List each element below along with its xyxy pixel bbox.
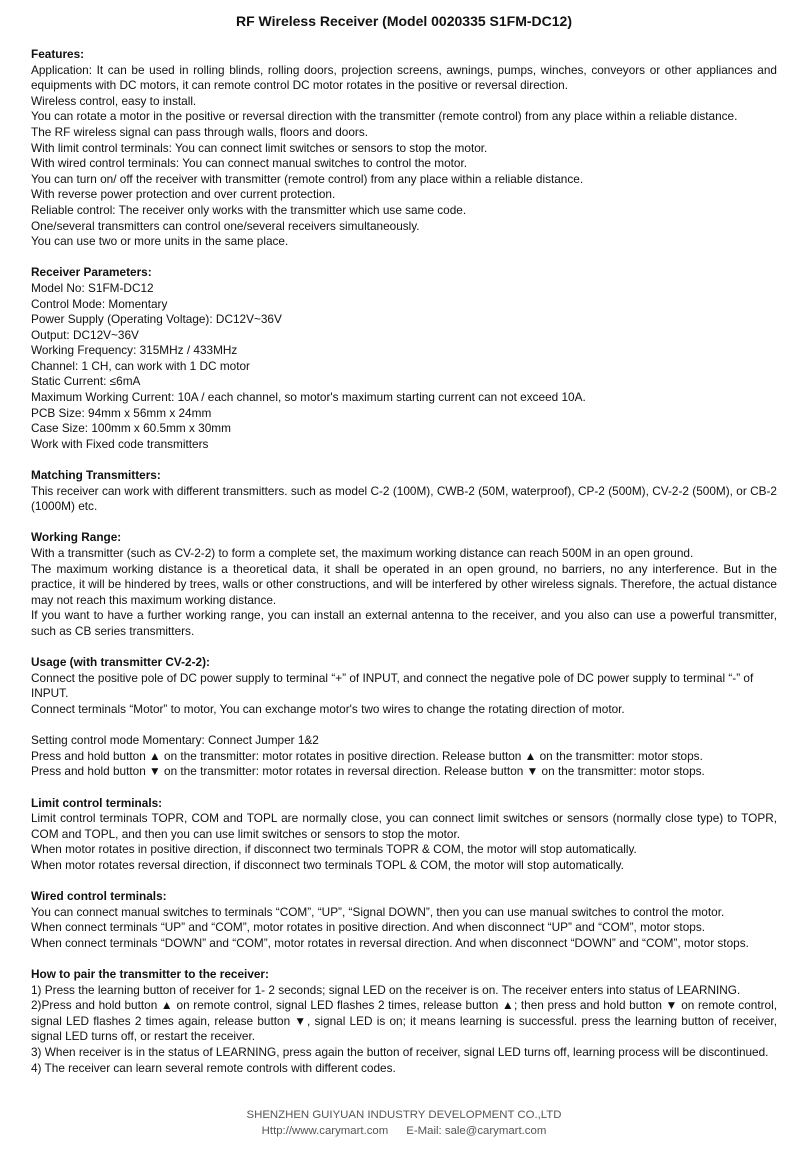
features-section bbox=[31, 47, 777, 250]
parameter-line: Work with Fixed code transmitters bbox=[31, 436, 209, 451]
features-line: You can rotate a motor in the positive or reversal direction with the transmitter (remote control) from any place within a reliable distance. bbox=[31, 109, 738, 124]
working-range-line: The maximum working distance is a theoretical data, it shall be operated in an open ground, no barriers, no any interference. But in the practice, it will be hindered by trees, walls or other constructions, and will be interfered by other wireless signals. Therefore, the actual distance may not reach this maximum working distance. bbox=[31, 561, 777, 607]
document-body bbox=[31, 47, 777, 1092]
pairing-section bbox=[31, 967, 777, 1076]
footer-website: Http://www.carymart.com bbox=[261, 1124, 389, 1137]
features-line: Wireless control, easy to install. bbox=[31, 93, 197, 108]
features-line: With wired control terminals: You can connect manual switches to control the motor. bbox=[31, 156, 468, 171]
document-footer bbox=[31, 1108, 777, 1139]
parameter-line: Control Mode: Momentary bbox=[31, 296, 168, 311]
working-range-line: With a transmitter (such as CV-2-2) to form a complete set, the maximum working distance can reach 500M in an open ground. bbox=[31, 546, 694, 560]
receiver-parameters-heading: Receiver Parameters: bbox=[31, 265, 152, 280]
control-mode-line: Press and hold button ▼ on the transmitter: motor rotates in reversal direction. Release button ▼ on the transmitter: motor stops. bbox=[31, 764, 705, 779]
pairing-step: 2)Press and hold button ▲ on remote control, signal LED flashes 2 times, release button ▲; then press and hold button ▼ on remote control, signal LED flashes 2 times again, release button ▼, signal LED is on; it means learning is successful. press the learning button of receiver, signal LED turns off, or restart the receiver. bbox=[31, 998, 777, 1044]
usage-line: Connect the positive pole of DC power supply to terminal “+” of INPUT, and connect the negative pole of DC power supply to terminal “-” of INPUT. bbox=[31, 670, 754, 701]
document-title: RF Wireless Receiver (Model 0020335 S1FM-DC12) bbox=[235, 13, 572, 29]
pairing-heading: How to pair the transmitter to the receiver: bbox=[31, 967, 269, 982]
parameter-line: Maximum Working Current: 10A / each channel, so motor's maximum starting current can not exceed 10A. bbox=[31, 390, 586, 405]
pairing-step: 1) Press the learning button of receiver for 1- 2 seconds; signal LED on the receiver is on. The receiver enters into status of LEARNING. bbox=[31, 982, 741, 997]
parameter-line: Channel: 1 CH, can work with 1 DC motor bbox=[31, 358, 250, 373]
pairing-step: 4) The receiver can learn several remote controls with different codes. bbox=[31, 1060, 396, 1075]
footer-email: E-Mail: sale@carymart.com bbox=[406, 1124, 547, 1137]
matching-transmitters-line: This receiver can work with different transmitters. such as model C-2 (100M), CWB-2 (50M, waterproof), CP-2 (500M), CV-2-2 (500M), or CB-2 (1000M) etc. bbox=[31, 483, 777, 514]
limit-control-line: When motor rotates in positive direction, if disconnect two terminals TOPR & COM, the motor will stop automatically. bbox=[31, 842, 637, 857]
limit-control-heading: Limit control terminals: bbox=[31, 795, 163, 810]
control-mode-line: Press and hold button ▲ on the transmitter: motor rotates in positive direction. Release button ▲ on the transmitter: motor stops. bbox=[31, 748, 703, 763]
wired-control-heading: Wired control terminals: bbox=[31, 889, 167, 904]
usage-section bbox=[31, 655, 777, 717]
parameter-line: Power Supply (Operating Voltage): DC12V~36V bbox=[31, 312, 282, 327]
features-line: One/several transmitters can control one/several receivers simultaneously. bbox=[31, 218, 420, 233]
footer-company: SHENZHEN GUIYUAN INDUSTRY DEVELOPMENT CO.,LTD bbox=[246, 1109, 562, 1121]
parameter-line: Output: DC12V~36V bbox=[31, 327, 139, 342]
parameter-line: PCB Size: 94mm x 56mm x 24mm bbox=[31, 405, 212, 420]
features-line: You can turn on/ off the receiver with transmitter (remote control) from any place within a reliable distance. bbox=[31, 171, 584, 186]
parameter-line: Case Size: 100mm x 60.5mm x 30mm bbox=[31, 421, 231, 436]
features-line: With reverse power protection and over current protection. bbox=[31, 187, 336, 202]
working-range-heading: Working Range: bbox=[31, 530, 122, 545]
control-mode-section bbox=[31, 733, 777, 780]
working-range-line: If you want to have a further working range, you can install an external antenna to the receiver, and you also can use a powerful transmitter, such as CB series transmitters. bbox=[31, 608, 777, 638]
limit-control-section bbox=[31, 796, 777, 874]
limit-control-line: Limit control terminals TOPR, COM and TOPL are normally close, you can connect limit switches or sensors (normally close type) to TOPR, COM and TOPL, and then you can use limit switches or sensors to stop the motor. bbox=[31, 811, 777, 841]
parameter-line: Model No: S1FM-DC12 bbox=[31, 280, 154, 295]
features-line: The RF wireless signal can pass through walls, floors and doors. bbox=[31, 124, 369, 139]
usage-heading: Usage (with transmitter CV-2-2): bbox=[31, 655, 210, 670]
footer-contact bbox=[31, 1124, 777, 1140]
receiver-parameters-section bbox=[31, 265, 777, 452]
working-range-section bbox=[31, 530, 777, 639]
matching-transmitters-heading: Matching Transmitters: bbox=[31, 468, 161, 483]
matching-transmitters-section bbox=[31, 468, 777, 515]
wired-control-line: When connect terminals “DOWN” and “COM”, motor rotates in reversal direction. And when disconnect “DOWN” and “COM”, motor stops. bbox=[31, 935, 749, 950]
features-heading: Features: bbox=[31, 47, 85, 61]
wired-control-line: When connect terminals “UP” and “COM”, motor rotates in positive direction. And when disconnect “UP” and “COM”, motor stops. bbox=[31, 920, 705, 935]
control-mode-line: Setting control mode Momentary: Connect Jumper 1&2 bbox=[31, 733, 319, 748]
features-line: Reliable control: The receiver only works with the transmitter which use same code. bbox=[31, 202, 467, 217]
parameter-line: Static Current: ≤6mA bbox=[31, 374, 141, 389]
parameter-line: Working Frequency: 315MHz / 433MHz bbox=[31, 343, 238, 358]
features-line: With limit control terminals: You can connect limit switches or sensors to stop the motor. bbox=[31, 140, 488, 155]
pairing-step: 3) When receiver is in the status of LEARNING, press again the button of receiver, signal LED turns off, learning process will be discontinued. bbox=[31, 1045, 769, 1059]
usage-line: Connect terminals “Motor” to motor, You can exchange motor's two wires to change the rotating direction of motor. bbox=[31, 701, 625, 716]
limit-control-line: When motor rotates reversal direction, if disconnect two terminals TOPL & COM, the motor will stop automatically. bbox=[31, 857, 624, 872]
features-line: You can use two or more units in the same place. bbox=[31, 234, 289, 249]
wired-control-line: You can connect manual switches to terminals “COM”, “UP”, “Signal DOWN”, then you can use manual switches to control the motor. bbox=[31, 904, 725, 919]
features-line: Application: It can be used in rolling blinds, rolling doors, projection screens, awnings, pumps, winches, conveyors or other appliances and equipments with DC motors, it can remote control DC motor rotates in the positive or reversal direction. bbox=[31, 62, 777, 93]
wired-control-section bbox=[31, 889, 777, 951]
